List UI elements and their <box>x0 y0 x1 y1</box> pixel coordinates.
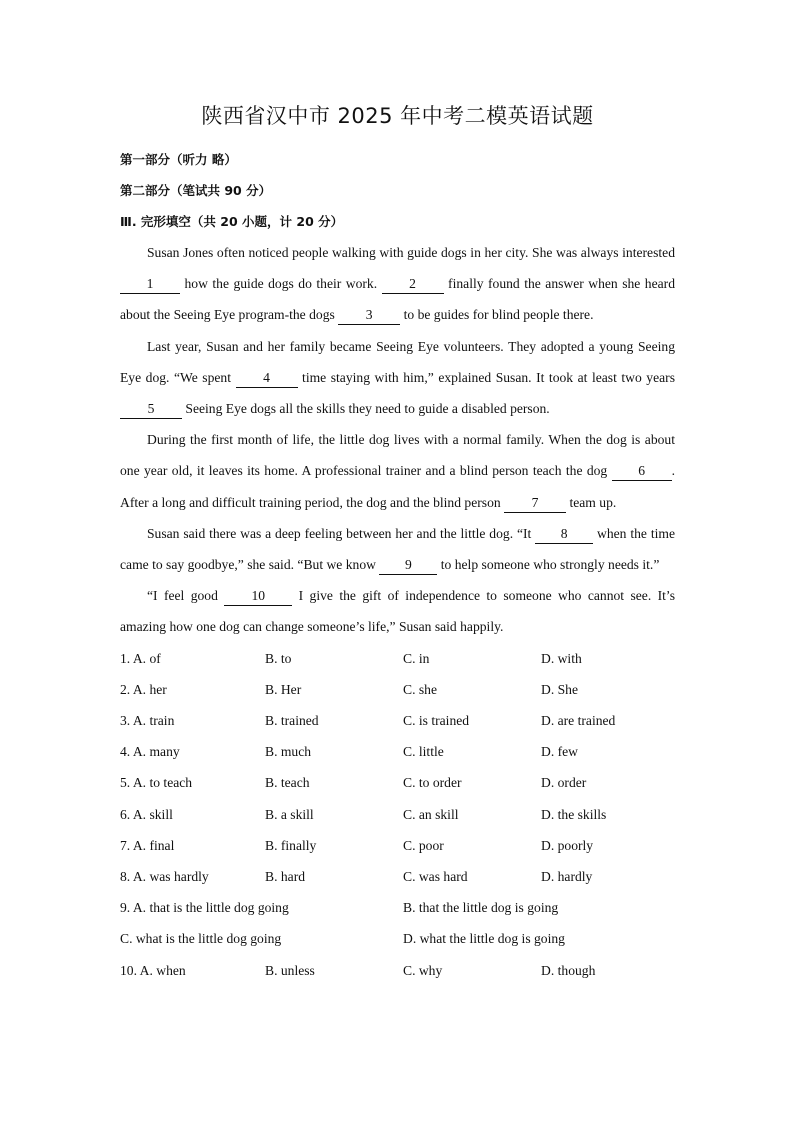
passage-text: Seeing Eye dogs all the skills they need to guide a disabled person. <box>182 401 550 417</box>
option-row-2 <box>120 674 675 705</box>
option-d: D. hardly <box>541 868 593 884</box>
option-d: D. order <box>541 775 587 791</box>
answer-options <box>120 643 675 986</box>
passage-text: “I feel good <box>147 588 225 604</box>
option-row-8 <box>120 861 675 892</box>
option-c: C. an skill <box>403 806 459 822</box>
passage-paragraph-1 <box>120 237 675 331</box>
option-d: D. what the little dog is going <box>403 931 565 947</box>
passage-text: Susan said there was a deep feeling between her and the little dog. “It <box>147 525 536 541</box>
option-row-9a <box>120 892 675 923</box>
option-b: B. trained <box>265 713 319 729</box>
passage-text: when the time came to say goodbye,” she said. “But we know <box>120 525 675 573</box>
option-b: B. much <box>265 744 312 760</box>
option-d: D. are trained <box>541 713 616 729</box>
blank-6: 6 <box>612 462 672 481</box>
passage-text: to be guides for blind people there. <box>400 307 594 323</box>
option-row-1 <box>120 643 675 674</box>
option-c: C. she <box>403 681 437 697</box>
option-row-5 <box>120 767 675 798</box>
blank-3: 3 <box>338 306 400 325</box>
option-row-9b <box>120 923 675 954</box>
option-b: B. finally <box>265 837 317 853</box>
passage-text: team up. <box>566 494 617 510</box>
passage-paragraph-4 <box>120 518 675 580</box>
option-a: 5. A. to teach <box>120 775 193 791</box>
passage-paragraph-5 <box>120 580 675 642</box>
blank-7: 7 <box>504 494 566 513</box>
page-title: 陕西省汉中市 2025 年中考二模英语试题 <box>201 104 594 128</box>
blank-1: 1 <box>120 275 180 294</box>
passage-text: Susan Jones often noticed people walking with guide dogs in her city. She was always interested <box>147 245 675 260</box>
passage-text: time staying with him,” explained Susan. It took at least two years <box>297 369 675 385</box>
passage-paragraph-2 <box>120 331 675 425</box>
option-a: 10. A. when <box>120 962 186 978</box>
passage-text: to help someone who strongly needs it.” <box>437 557 660 573</box>
passage-text: I give the gift of independence to someone who cannot see. It’s amazing how one dog can change someone’s life,” Susan said happily. <box>120 588 675 635</box>
option-b: B. that the little dog is going <box>403 900 559 916</box>
passage-paragraph-3 <box>120 424 675 518</box>
option-b: B. Her <box>265 681 302 697</box>
option-a: 8. A. was hardly <box>120 868 209 884</box>
option-b: B. unless <box>265 962 315 978</box>
option-c: C. is trained <box>403 713 470 729</box>
option-a: 7. A. final <box>120 837 175 853</box>
option-row-7 <box>120 830 675 861</box>
exam-page <box>120 100 675 986</box>
option-row-6 <box>120 799 675 830</box>
option-a: 1. A. of <box>120 650 161 666</box>
blank-5: 5 <box>120 400 182 419</box>
option-d: D. the skills <box>541 806 607 822</box>
option-a: 2. A. her <box>120 681 167 697</box>
blank-2: 2 <box>382 275 444 294</box>
section-written: 第二部分（笔试共 90 分） <box>120 183 272 198</box>
option-b: B. teach <box>265 775 310 791</box>
section-cloze: Ⅲ. 完形填空（共 20 小题，计 20 分） <box>120 214 344 229</box>
option-a: 9. A. that is the little dog going <box>120 900 289 916</box>
option-c: C. poor <box>403 837 444 853</box>
option-c: C. why <box>403 962 443 978</box>
blank-10: 10 <box>224 587 292 606</box>
option-d: D. though <box>541 962 596 978</box>
option-d: D. with <box>541 650 582 666</box>
passage-text: . After a long and difficult training period, the dog and the blind person <box>120 463 675 510</box>
passage-text: finally found the answer when she heard about the Seeing Eye program-the dogs <box>120 276 675 323</box>
option-c: C. to order <box>403 775 462 791</box>
option-d: D. few <box>541 744 578 760</box>
option-c: C. was hard <box>403 868 468 884</box>
option-row-4 <box>120 736 675 767</box>
section-listening: 第一部分（听力 略） <box>120 152 237 167</box>
option-row-10 <box>120 955 675 986</box>
passage-text: During the first month of life, the little dog lives with a normal family. When the dog is about one year old, it leaves its home. A professional trainer and a blind person teach the dog <box>120 432 675 479</box>
option-b: B. to <box>265 650 292 666</box>
passage-text: how the guide dogs do their work. <box>180 276 382 292</box>
blank-4: 4 <box>236 369 298 388</box>
option-b: B. hard <box>265 868 306 884</box>
blank-9: 9 <box>379 556 437 575</box>
option-a: 6. A. skill <box>120 806 173 822</box>
option-row-3 <box>120 705 675 736</box>
option-c: C. in <box>403 650 430 666</box>
option-c: C. little <box>403 744 444 760</box>
cloze-passage <box>120 237 675 643</box>
option-d: D. poorly <box>541 837 594 853</box>
option-b: B. a skill <box>265 806 314 822</box>
passage-text: Last year, Susan and her family became Seeing Eye volunteers. They adopted a young Seeing Eye dog. “We spent <box>120 338 675 385</box>
option-d: D. She <box>541 681 579 697</box>
option-c: C. what is the little dog going <box>120 931 282 947</box>
option-a: 4. A. many <box>120 744 180 760</box>
option-a: 3. A. train <box>120 713 175 729</box>
blank-8: 8 <box>535 525 593 544</box>
